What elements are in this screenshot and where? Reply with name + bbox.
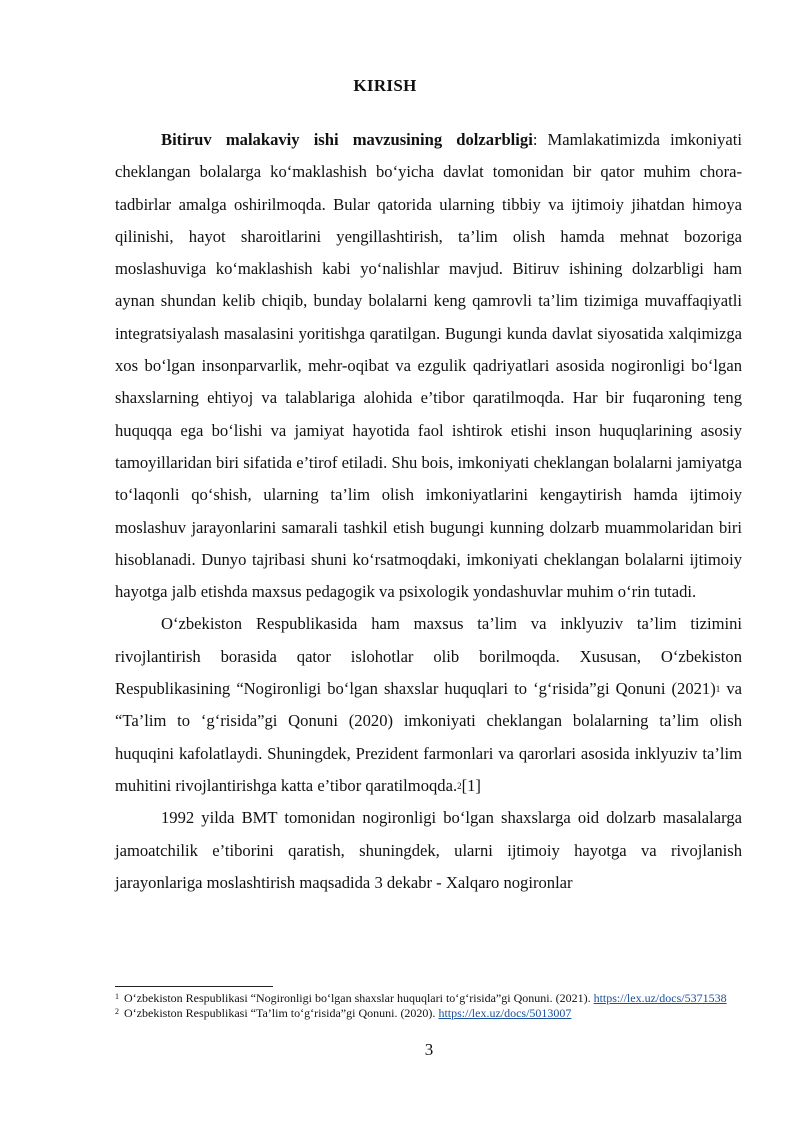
page-number: 3 <box>424 1040 434 1059</box>
footnote-link[interactable]: https://lex.uz/docs/5371538 <box>593 991 727 1005</box>
paragraph-text: va “Ta’lim to ‘g‘risida”gi Qonuni (2020) imkoniyati cheklangan bolalarning ta’lim olish huquqini kafolatlaydi. Shuningdek, Prezident farmonlari va qarorlari asosida inklyuziv ta’lim muhitini rivojlantirishga katta e’tibor qaratilmoqda. <box>115 679 743 795</box>
footnote-number: 2 <box>115 1006 119 1016</box>
footnote-item <box>115 991 742 1006</box>
paragraph-text: : Mamlakatimizda imkoniyati cheklangan bolalarga ko‘maklashish bo‘yicha davlat tomonidan bir qator muhim chora-tadbirlar amalga oshirilmoqda. Bular qatorida ularning tibbiy va ijtimoiy jihatdan himoya qilinishi, hayot sharoitlarini yengillashtirish, ta’lim olish hamda mehnat bozoriga moslashuviga ko‘maklashish kabi yo‘nalishlar mavjud. Bitiruv ishining dolzarbligi ham aynan shundan kelib chiqib, bunday bolalarni keng qamrovli ta’lim tizimiga muvaffaqiyatli integratsiyalash masalasini yoritishga qaratilgan. Bugungi kunda davlat siyosatida xalqimizga xos bo‘lgan insonparvarlik, mehr-oqibat va ezgulik qadriyatlari asosida nogironligi bo‘lgan shaxslarning ehtiyoj va talablariga alohida e’tibor qaratilmoqda. Har bir fuqaroning teng huquqqa ega bo‘lishi va jamiyat hayotida faol ishtirok etishi inson huquqlarining asosiy tamoyillaridan biri sifatida e’tirof etiladi. Shu bois, imkoniyati cheklangan bolalarni jamiyatga to‘laqonli qo‘shish, ularning ta’lim olish imkoniyatlarini kengaytirish hamda ijtimoiy moslashuv jarayonlarini samarali tashkil etish bugungi kunning dolzarb muammolaridan biri hisoblanadi. Dunyo tajribasi shuni ko‘rsatmoqdaki, imkoniyati cheklangan bolalarni ijtimoiy hayotga jalb etishda maxsus pedagogik va psixologik yondashuvlar muhim o‘rin tutadi. <box>115 130 742 602</box>
lead-phrase: Bitiruv malakaviy ishi mavzusining dolzarbligi <box>161 130 533 149</box>
paragraph-un <box>115 802 742 899</box>
footnote-text: O‘zbekiston Respublikasi “Nogironligi bo‘lgan shaxslar huquqlari to‘g‘risida”gi Qonuni. (2021). <box>121 991 594 1005</box>
footnote-text: O‘zbekiston Respublikasi “Ta’lim to‘g‘risida”gi Qonuni. (2020). <box>121 1005 439 1020</box>
paragraph-legislation <box>115 608 742 802</box>
citation: [1] <box>461 775 481 795</box>
body-text <box>115 124 742 899</box>
footnotes <box>115 991 742 1020</box>
footnote-item <box>115 1006 742 1021</box>
paragraph-text: O‘zbekiston Respublikasida ham maxsus ta’lim va inklyuziv ta’lim tizimini rivojlantirish borasida qator islohotlar olib borilmoqda. Xususan, O‘zbekiston Respublikasining “Nogironligi bo‘lgan shaxslar huquqlari to ‘g‘risida”gi Qonuni (2021) <box>115 614 742 699</box>
footnote-reference[interactable]: 1 <box>715 684 721 695</box>
section-heading: KIRISH <box>353 76 417 95</box>
paragraph-text: 1992 yilda BMT tomonidan nogironligi bo‘lgan shaxslarga oid dolzarb masalalarga jamoatchilik e’tiborini qaratish, shuningdek, ularni ijtimoiy hayotga va rivojlanish jarayonlariga moslashtirish maqsadida 3 dekabr - Xalqaro nogironlar <box>115 808 742 892</box>
paragraph-relevance <box>115 124 742 608</box>
footnote-number: 1 <box>115 992 119 1001</box>
footnote-reference[interactable]: 2 <box>457 780 462 791</box>
footnote-divider <box>115 986 273 987</box>
footnote-link[interactable]: https://lex.uz/docs/5013007 <box>438 1005 572 1020</box>
